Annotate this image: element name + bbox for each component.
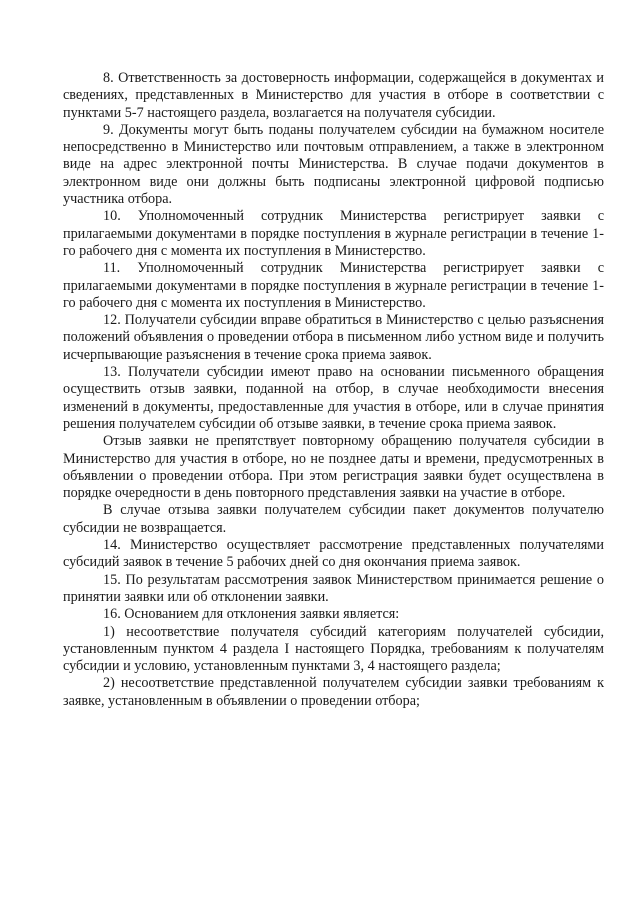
paragraph-12: 12. Получатели субсидии вправе обратиться в Министерство с целью разъяснения положений объявления о проведении отбора в письменном либо устном виде и получить исчерпывающие разъяснения в течение срока приема заявок. <box>63 312 604 363</box>
paragraph-9: 9. Документы могут быть поданы получателем субсидии на бумажном носителе непосредственно в Министерство или почтовым отправлением, а также в электронном виде на адрес электронной почты Министерства. В случае подачи документов в электронном виде они должны быть подписаны электронной цифровой подписью участника отбора. <box>63 121 604 208</box>
paragraph-16-item-1: 1) несоответствие получателя субсидий категориям получателей субсидии, установленным пунктом 4 раздела I настоящего Порядка, требованиям к получателям субсидии и условию, установленным пунктами 3, 4 настоящего раздела; <box>63 623 604 675</box>
paragraph-13: 13. Получатели субсидии имеют право на основании письменного обращения осуществить отзыв заявки, поданной на отбор, в случае необходимости внесения изменений в документы, предоставленные для участия в отборе, или в случае принятия решения получателем субсидии об отзыве заявки, в течение срока приема заявок. <box>63 364 604 432</box>
paragraph-15: 15. По результатам рассмотрения заявок Министерством принимается решение о принятии заявки или об отклонении заявки. <box>63 571 604 605</box>
paragraph-11: 11. Уполномоченный сотрудник Министерства регистрирует заявки с прилагаемыми документами в порядке поступления в журнале регистрации в течение 1-го рабочего дня с момента их поступления в Министерство. <box>63 260 604 311</box>
paragraph-13-documents-not-returned: В случае отзыва заявки получателем субсидии пакет документов получателю субсидии не возвращается. <box>63 502 604 536</box>
paragraph-8: 8. Ответственность за достоверность информации, содержащейся в документах и сведениях, представленных в Министерство для участия в отборе в соответствии с пунктами 5-7 настоящего раздела, возлагается на получателя субсидии. <box>63 70 604 121</box>
paragraph-10: 10. Уполномоченный сотрудник Министерства регистрирует заявки с прилагаемыми документами в порядке поступления в журнале регистрации в течение 1-го рабочего дня с момента их поступления в Министерство. <box>63 208 604 259</box>
paragraph-16: 16. Основанием для отклонения заявки является: <box>103 606 400 623</box>
paragraph-16-item-2: 2) несоответствие представленной получателем субсидии заявки требованиям к заявке, установленным в объявлении о проведении отбора; <box>63 675 604 709</box>
document-body <box>63 70 604 710</box>
paragraph-13-withdrawal: Отзыв заявки не препятствует повторному обращению получателя субсидии в Министерство для участия в отборе, но не позднее даты и времени, предусмотренных в объявлении о проведении отбора. При этом регистрация заявки будет осуществлена в порядке очередности в день повторного представления заявки на участие в отборе. <box>63 433 604 502</box>
paragraph-14: 14. Министерство осуществляет рассмотрение представленных получателями субсидий заявок в течение 5 рабочих дней со дня окончания приема заявок. <box>63 537 604 571</box>
